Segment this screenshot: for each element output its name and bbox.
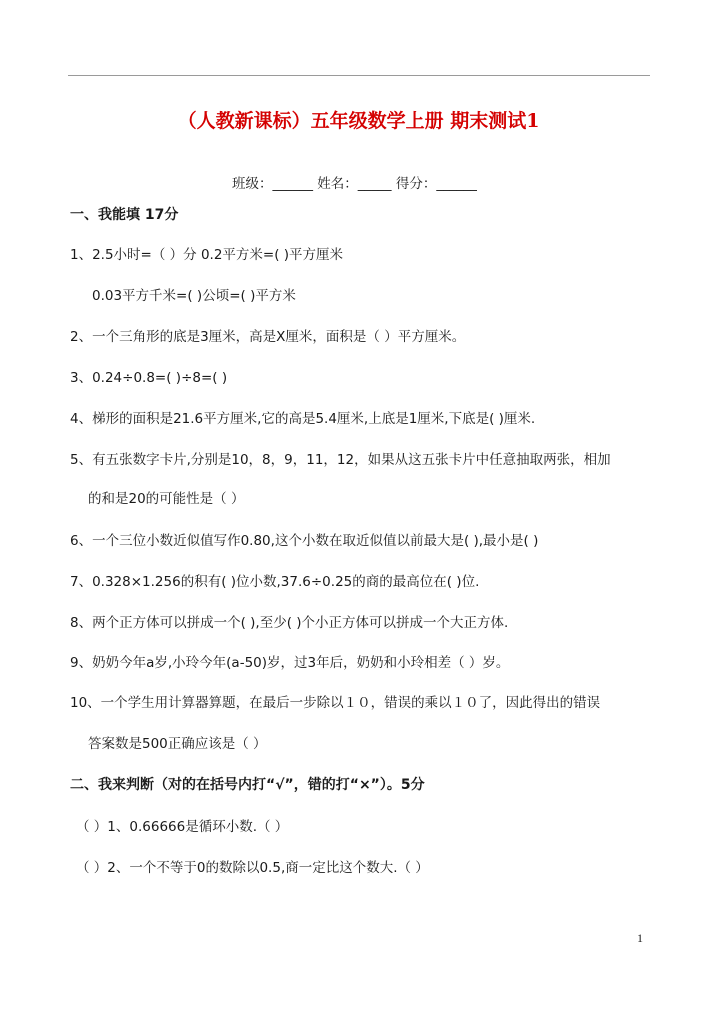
question-4: 4、梯形的面积是21.6平方厘米,它的高是5.4厘米,上底是1厘米,下底是( )厘米. xyxy=(70,411,536,427)
question-1b: 0.03平方千米=( )公顷=( )平方米 xyxy=(92,288,296,304)
question-5b: 的和是20的可能性是（ ） xyxy=(88,491,245,507)
judgement-2: （ ）2、一个不等于0的数除以0.5,商一定比这个数大.（ ） xyxy=(76,860,429,876)
question-2: 2、一个三角形的底是3厘米，高是X厘米，面积是（ ）平方厘米。 xyxy=(70,329,466,345)
question-6: 6、一个三位小数近似值写作0.80,这个小数在取近似值以前最大是( ),最小是( ) xyxy=(70,533,539,549)
page-number: 1 xyxy=(637,931,643,945)
question-1a: 1、2.5小时=（ ）分 0.2平方米=( )平方厘米 xyxy=(70,247,344,263)
judgement-1: （ ）1、0.66666是循环小数.（ ） xyxy=(76,819,289,835)
page-title: （人教新课标）五年级数学上册 期末测试1 xyxy=(177,110,540,132)
section-1-heading: 一、我能填 17分 xyxy=(70,207,179,223)
question-10a: 10、一个学生用计算器算题，在最后一步除以１０，错误的乘以１０了，因此得出的错误 xyxy=(70,695,601,711)
question-9: 9、奶奶今年a岁,小玲今年(a-50)岁，过3年后，奶奶和小玲相差（ ）岁。 xyxy=(70,655,510,671)
question-7: 7、0.328×1.256的积有( )位小数,37.6÷0.25的商的最高位在( )位. xyxy=(70,574,480,590)
header-rule xyxy=(68,75,650,76)
question-10b: 答案数是500正确应该是（ ） xyxy=(88,736,267,752)
student-info-line: 班级：______ 姓名：_____ 得分：______ xyxy=(232,176,477,192)
question-3: 3、0.24÷0.8=( )÷8=( ) xyxy=(70,370,228,386)
question-8: 8、两个正方体可以拼成一个( ),至少( )个小正方体可以拼成一个大正方体. xyxy=(70,615,509,631)
question-5a: 5、有五张数字卡片,分别是10，8，9，11，12，如果从这五张卡片中任意抽取两张，相加 xyxy=(70,452,611,468)
section-2-heading: 二、我来判断（对的在括号内打“√”，错的打“×”）。5分 xyxy=(70,777,425,793)
